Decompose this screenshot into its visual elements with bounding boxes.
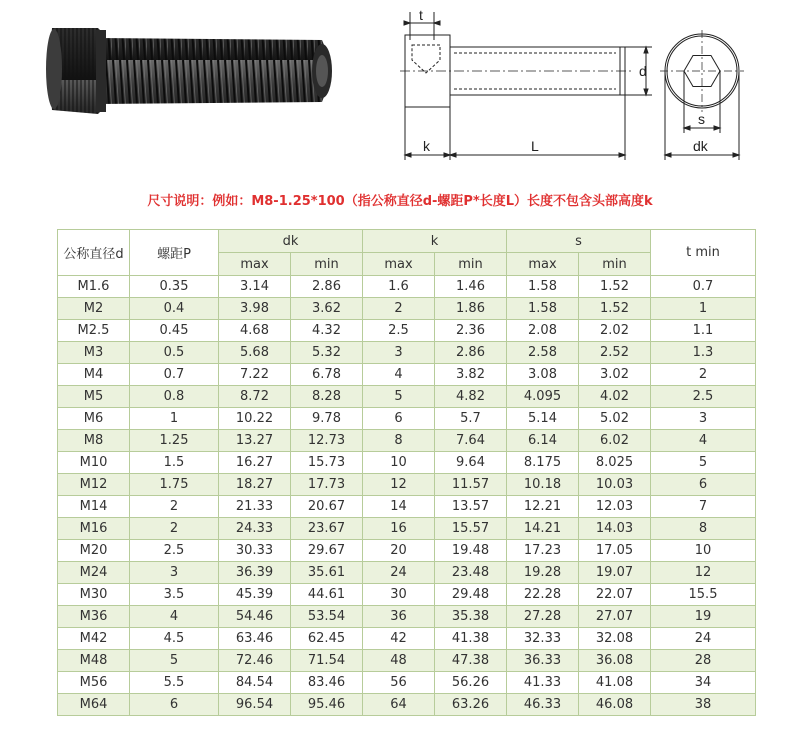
cell-pitch: 0.8 [130, 386, 219, 408]
table-row [58, 518, 756, 540]
header-k-max: max [363, 253, 435, 276]
cell-dk-min: 62.45 [291, 628, 363, 650]
cell-s-min: 12.03 [579, 496, 651, 518]
cell-pitch: 0.35 [130, 276, 219, 298]
cell-dk-max: 63.46 [219, 628, 291, 650]
cell-t-min: 0.7 [651, 276, 756, 298]
cell-s-min: 19.07 [579, 562, 651, 584]
cell-s-max: 3.08 [507, 364, 579, 386]
cell-s-max: 5.14 [507, 408, 579, 430]
table-row [58, 452, 756, 474]
cell-k-max: 8 [363, 430, 435, 452]
cell-dk-max: 13.27 [219, 430, 291, 452]
cell-dk-min: 71.54 [291, 650, 363, 672]
cell-k-min: 29.48 [435, 584, 507, 606]
cell-t-min: 1.1 [651, 320, 756, 342]
cell-k-max: 42 [363, 628, 435, 650]
spec-table-body [58, 276, 756, 716]
cell-dk-max: 3.14 [219, 276, 291, 298]
cell-dk-max: 45.39 [219, 584, 291, 606]
cell-s-min: 41.08 [579, 672, 651, 694]
table-row [58, 408, 756, 430]
header-k: k [363, 230, 507, 253]
cell-s-max: 10.18 [507, 474, 579, 496]
cell-dk-max: 4.68 [219, 320, 291, 342]
cell-size: M5 [58, 386, 130, 408]
screw-photo [46, 28, 332, 114]
cell-pitch: 1 [130, 408, 219, 430]
table-row [58, 540, 756, 562]
cell-s-max: 1.58 [507, 298, 579, 320]
table-row [58, 628, 756, 650]
cell-k-min: 5.7 [435, 408, 507, 430]
cell-s-min: 32.08 [579, 628, 651, 650]
cell-size: M2.5 [58, 320, 130, 342]
spec-table [57, 229, 756, 716]
header-s: s [507, 230, 651, 253]
cell-k-max: 6 [363, 408, 435, 430]
cell-s-min: 14.03 [579, 518, 651, 540]
cell-s-min: 8.025 [579, 452, 651, 474]
cell-k-max: 2 [363, 298, 435, 320]
table-row [58, 298, 756, 320]
cell-s-max: 46.33 [507, 694, 579, 716]
label-L: L [531, 138, 539, 154]
cell-s-max: 27.28 [507, 606, 579, 628]
cell-s-max: 36.33 [507, 650, 579, 672]
cell-pitch: 3 [130, 562, 219, 584]
label-dk: dk [693, 138, 708, 154]
cell-s-max: 6.14 [507, 430, 579, 452]
label-s: s [698, 111, 705, 127]
cell-dk-max: 36.39 [219, 562, 291, 584]
table-row [58, 276, 756, 298]
cell-size: M12 [58, 474, 130, 496]
cell-k-max: 4 [363, 364, 435, 386]
cell-k-max: 20 [363, 540, 435, 562]
cell-pitch: 6 [130, 694, 219, 716]
cell-k-max: 12 [363, 474, 435, 496]
header-dk-min: min [291, 253, 363, 276]
cell-pitch: 0.5 [130, 342, 219, 364]
cell-dk-min: 6.78 [291, 364, 363, 386]
cell-t-min: 2 [651, 364, 756, 386]
cell-k-min: 41.38 [435, 628, 507, 650]
label-k: k [423, 138, 430, 154]
cell-s-min: 17.05 [579, 540, 651, 562]
cell-t-min: 24 [651, 628, 756, 650]
cell-t-min: 12 [651, 562, 756, 584]
cell-k-min: 9.64 [435, 452, 507, 474]
header-s-min: min [579, 253, 651, 276]
cell-k-min: 56.26 [435, 672, 507, 694]
cell-k-min: 19.48 [435, 540, 507, 562]
cell-s-min: 5.02 [579, 408, 651, 430]
table-row [58, 320, 756, 342]
table-row [58, 430, 756, 452]
cell-k-min: 23.48 [435, 562, 507, 584]
cell-dk-max: 5.68 [219, 342, 291, 364]
cell-pitch: 5.5 [130, 672, 219, 694]
table-row [58, 606, 756, 628]
cell-dk-min: 2.86 [291, 276, 363, 298]
cell-dk-max: 96.54 [219, 694, 291, 716]
header-dk: dk [219, 230, 363, 253]
cell-dk-min: 9.78 [291, 408, 363, 430]
table-row [58, 342, 756, 364]
cell-pitch: 2 [130, 518, 219, 540]
cell-k-max: 48 [363, 650, 435, 672]
cell-pitch: 4.5 [130, 628, 219, 650]
cell-size: M30 [58, 584, 130, 606]
cell-size: M3 [58, 342, 130, 364]
dimension-caption: 尺寸说明：例如：M8-1.25*100（指公称直径d-螺距P*长度L）长度不包含头部高度k [147, 194, 653, 209]
cell-size: M8 [58, 430, 130, 452]
cell-size: M56 [58, 672, 130, 694]
cell-pitch: 0.7 [130, 364, 219, 386]
table-row [58, 672, 756, 694]
cell-dk-max: 54.46 [219, 606, 291, 628]
cell-dk-min: 20.67 [291, 496, 363, 518]
cell-s-max: 1.58 [507, 276, 579, 298]
cell-k-min: 15.57 [435, 518, 507, 540]
cell-size: M1.6 [58, 276, 130, 298]
cell-dk-min: 44.61 [291, 584, 363, 606]
cell-k-max: 3 [363, 342, 435, 364]
cell-pitch: 2.5 [130, 540, 219, 562]
cell-s-max: 2.08 [507, 320, 579, 342]
cell-s-min: 1.52 [579, 298, 651, 320]
cell-dk-max: 21.33 [219, 496, 291, 518]
cell-dk-min: 17.73 [291, 474, 363, 496]
cell-t-min: 3 [651, 408, 756, 430]
cell-dk-max: 18.27 [219, 474, 291, 496]
cell-s-max: 17.23 [507, 540, 579, 562]
table-row [58, 694, 756, 716]
cell-k-min: 4.82 [435, 386, 507, 408]
cell-s-max: 4.095 [507, 386, 579, 408]
cell-size: M2 [58, 298, 130, 320]
cell-dk-max: 24.33 [219, 518, 291, 540]
cell-dk-max: 72.46 [219, 650, 291, 672]
cell-k-max: 14 [363, 496, 435, 518]
cell-k-min: 63.26 [435, 694, 507, 716]
cell-k-min: 2.36 [435, 320, 507, 342]
cell-dk-min: 29.67 [291, 540, 363, 562]
cell-s-max: 8.175 [507, 452, 579, 474]
cell-s-max: 14.21 [507, 518, 579, 540]
cell-s-max: 41.33 [507, 672, 579, 694]
cell-s-min: 46.08 [579, 694, 651, 716]
cell-s-min: 3.02 [579, 364, 651, 386]
cell-dk-min: 8.28 [291, 386, 363, 408]
cell-size: M36 [58, 606, 130, 628]
cell-k-max: 10 [363, 452, 435, 474]
cell-k-max: 1.6 [363, 276, 435, 298]
cell-dk-max: 84.54 [219, 672, 291, 694]
cell-pitch: 0.45 [130, 320, 219, 342]
cell-s-min: 1.52 [579, 276, 651, 298]
cell-k-min: 47.38 [435, 650, 507, 672]
cell-k-min: 1.46 [435, 276, 507, 298]
cell-pitch: 1.75 [130, 474, 219, 496]
cell-s-min: 27.07 [579, 606, 651, 628]
cell-s-max: 19.28 [507, 562, 579, 584]
cell-pitch: 3.5 [130, 584, 219, 606]
cell-t-min: 15.5 [651, 584, 756, 606]
table-row [58, 496, 756, 518]
cell-dk-min: 35.61 [291, 562, 363, 584]
cell-s-max: 32.33 [507, 628, 579, 650]
table-row [58, 584, 756, 606]
table-row [58, 562, 756, 584]
label-t: t [419, 7, 423, 23]
cell-size: M42 [58, 628, 130, 650]
cell-dk-max: 10.22 [219, 408, 291, 430]
cell-k-max: 5 [363, 386, 435, 408]
cell-k-max: 30 [363, 584, 435, 606]
cell-size: M4 [58, 364, 130, 386]
cell-k-max: 16 [363, 518, 435, 540]
cell-t-min: 19 [651, 606, 756, 628]
cell-t-min: 1 [651, 298, 756, 320]
cell-k-min: 11.57 [435, 474, 507, 496]
header-s-max: max [507, 253, 579, 276]
cell-t-min: 34 [651, 672, 756, 694]
cell-size: M48 [58, 650, 130, 672]
cell-t-min: 7 [651, 496, 756, 518]
cell-size: M14 [58, 496, 130, 518]
cell-t-min: 5 [651, 452, 756, 474]
cell-k-min: 1.86 [435, 298, 507, 320]
cell-s-max: 22.28 [507, 584, 579, 606]
cell-k-min: 3.82 [435, 364, 507, 386]
cell-dk-min: 95.46 [291, 694, 363, 716]
header-pitch: 螺距P [130, 230, 219, 276]
cell-t-min: 6 [651, 474, 756, 496]
cell-k-min: 7.64 [435, 430, 507, 452]
cell-t-min: 10 [651, 540, 756, 562]
cell-s-min: 6.02 [579, 430, 651, 452]
cell-size: M10 [58, 452, 130, 474]
cell-size: M64 [58, 694, 130, 716]
cell-s-min: 2.52 [579, 342, 651, 364]
cell-dk-min: 15.73 [291, 452, 363, 474]
cell-k-max: 24 [363, 562, 435, 584]
cell-dk-max: 8.72 [219, 386, 291, 408]
cell-pitch: 0.4 [130, 298, 219, 320]
cell-k-max: 2.5 [363, 320, 435, 342]
cell-t-min: 2.5 [651, 386, 756, 408]
header-nominal-diameter: 公称直径d [58, 230, 130, 276]
cell-size: M6 [58, 408, 130, 430]
cell-k-max: 64 [363, 694, 435, 716]
cell-pitch: 1.5 [130, 452, 219, 474]
cell-dk-min: 53.54 [291, 606, 363, 628]
table-row [58, 364, 756, 386]
cell-s-min: 2.02 [579, 320, 651, 342]
cell-dk-min: 4.32 [291, 320, 363, 342]
cell-dk-max: 7.22 [219, 364, 291, 386]
cell-dk-min: 3.62 [291, 298, 363, 320]
cell-dk-min: 5.32 [291, 342, 363, 364]
cell-dk-max: 3.98 [219, 298, 291, 320]
screw-illustration [0, 0, 800, 180]
cell-dk-max: 16.27 [219, 452, 291, 474]
cell-s-min: 22.07 [579, 584, 651, 606]
cell-pitch: 5 [130, 650, 219, 672]
header-k-min: min [435, 253, 507, 276]
cell-k-max: 36 [363, 606, 435, 628]
table-row [58, 386, 756, 408]
cell-t-min: 38 [651, 694, 756, 716]
side-view-drawing [400, 12, 652, 160]
cell-size: M20 [58, 540, 130, 562]
cell-size: M24 [58, 562, 130, 584]
cell-dk-min: 83.46 [291, 672, 363, 694]
cell-s-max: 12.21 [507, 496, 579, 518]
cell-size: M16 [58, 518, 130, 540]
cell-s-max: 2.58 [507, 342, 579, 364]
cell-pitch: 4 [130, 606, 219, 628]
cell-s-min: 36.08 [579, 650, 651, 672]
label-d: d [639, 63, 647, 79]
cell-dk-max: 30.33 [219, 540, 291, 562]
cell-k-min: 2.86 [435, 342, 507, 364]
cell-k-max: 56 [363, 672, 435, 694]
cell-t-min: 1.3 [651, 342, 756, 364]
cell-s-min: 4.02 [579, 386, 651, 408]
cell-k-min: 13.57 [435, 496, 507, 518]
cell-pitch: 1.25 [130, 430, 219, 452]
cell-t-min: 4 [651, 430, 756, 452]
header-t-min: t min [651, 230, 756, 276]
cell-t-min: 8 [651, 518, 756, 540]
cell-k-min: 35.38 [435, 606, 507, 628]
cell-t-min: 28 [651, 650, 756, 672]
cell-pitch: 2 [130, 496, 219, 518]
cell-dk-min: 12.73 [291, 430, 363, 452]
header-dk-max: max [219, 253, 291, 276]
cell-s-min: 10.03 [579, 474, 651, 496]
table-row [58, 650, 756, 672]
cell-dk-min: 23.67 [291, 518, 363, 540]
table-row [58, 474, 756, 496]
